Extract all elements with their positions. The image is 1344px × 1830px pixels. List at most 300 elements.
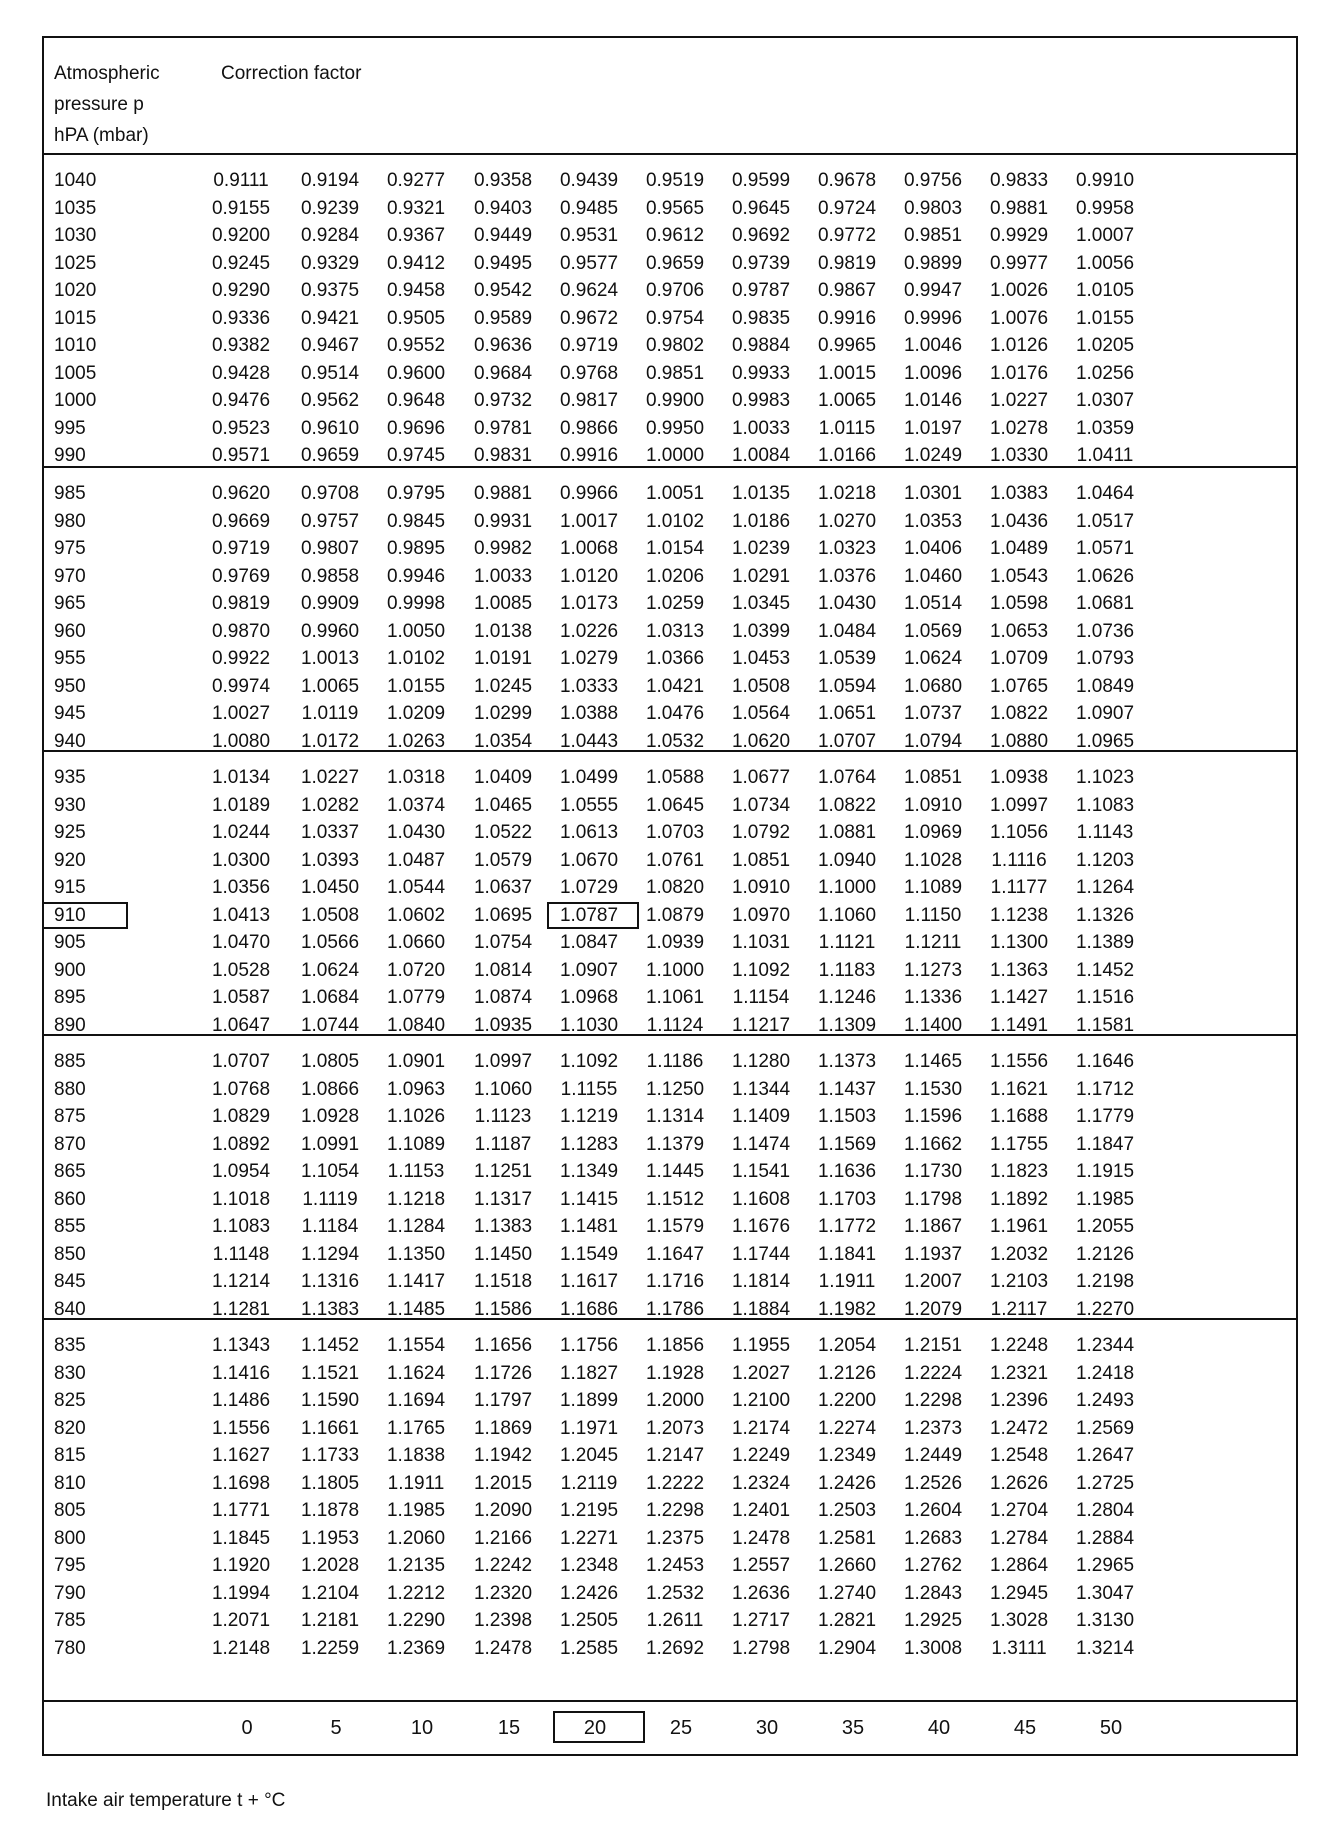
factor-cell: 1.1779	[1075, 1106, 1135, 1127]
factor-cell: 1.0829	[211, 1106, 271, 1127]
factor-cell: 1.1554	[386, 1335, 446, 1356]
factor-cell: 1.1383	[300, 1298, 360, 1320]
factor-cell: 1.0278	[989, 417, 1049, 439]
factor-cell: 1.0436	[989, 510, 1049, 532]
factor-cell: 1.0299	[473, 703, 533, 724]
factor-cell: 1.0569	[903, 620, 963, 642]
selected-pressure-marker	[44, 902, 128, 929]
factor-cell: 1.1656	[473, 1335, 533, 1356]
factor-cell: 1.0514	[903, 593, 963, 614]
factor-cell: 1.1251	[473, 1161, 533, 1182]
factor-cell: 0.9739	[731, 252, 791, 274]
factor-cell: 1.1928	[645, 1362, 705, 1384]
factor-cell: 1.0413	[211, 904, 271, 926]
factor-cell: 0.9933	[731, 362, 791, 384]
factor-cell: 1.0068	[559, 538, 619, 559]
table-row	[44, 590, 1296, 617]
factor-cell: 1.1186	[646, 1051, 704, 1072]
factor-cell: 1.0677	[731, 767, 791, 788]
factor-cell: 1.2604	[903, 1500, 963, 1521]
factor-cell: 1.0056	[1075, 252, 1135, 274]
factor-cell: 1.0484	[817, 620, 877, 642]
table-row	[44, 1076, 1296, 1103]
factor-cell: 1.1521	[300, 1362, 360, 1384]
factor-cell: 1.2321	[989, 1362, 1049, 1384]
factor-cell: 1.0134	[211, 767, 271, 788]
factor-cell: 1.2015	[473, 1472, 533, 1494]
factor-cell: 1.1899	[559, 1390, 619, 1411]
factor-cell: 1.0754	[473, 932, 533, 953]
factor-cell: 1.1219	[559, 1106, 619, 1127]
factor-cell: 1.0226	[559, 620, 619, 642]
factor-cell: 1.0555	[559, 794, 619, 816]
factor-cell: 1.1092	[559, 1051, 619, 1072]
factor-cell: 1.1756	[559, 1335, 619, 1356]
factor-cell: 1.1018	[211, 1188, 271, 1210]
factor-cell: 1.1026	[386, 1106, 446, 1127]
factor-cell: 1.1590	[300, 1390, 360, 1411]
factor-cell: 1.0489	[989, 538, 1049, 559]
table-group	[44, 1036, 1296, 1320]
table-row	[44, 305, 1296, 332]
factor-cell: 1.0532	[645, 730, 705, 752]
factor-cell: 0.9565	[645, 197, 705, 219]
pressure-cell: 905	[54, 932, 86, 953]
factor-cell: 0.9696	[386, 417, 446, 439]
factor-cell: 1.0997	[473, 1051, 533, 1072]
factor-cell: 1.0866	[300, 1078, 360, 1100]
factor-cell: 1.2548	[989, 1445, 1049, 1466]
factor-cell: 1.1154	[732, 987, 790, 1008]
factor-cell: 1.1294	[300, 1243, 360, 1265]
factor-cell: 1.0166	[817, 445, 877, 466]
factor-cell: 1.1838	[386, 1445, 446, 1466]
factor-cell: 0.9552	[386, 335, 446, 356]
factor-cell: 1.1703	[817, 1188, 877, 1210]
factor-cell: 1.2965	[1075, 1555, 1135, 1576]
factor-cell: 1.0680	[903, 675, 963, 697]
factor-cell: 1.2222	[645, 1472, 705, 1494]
factor-cell: 1.0744	[300, 1014, 360, 1036]
factor-cell: 1.0084	[731, 445, 791, 466]
factor-cell: 0.9768	[559, 362, 619, 384]
factor-cell: 1.0928	[300, 1106, 360, 1127]
pressure-cell: 870	[54, 1133, 86, 1155]
factor-cell: 0.9732	[473, 390, 533, 411]
factor-cell: 1.0154	[645, 538, 705, 559]
factor-cell: 1.0033	[731, 417, 791, 439]
factor-cell: 0.9787	[731, 280, 791, 301]
factor-cell: 1.0411	[1076, 445, 1134, 466]
factor-cell: 1.0907	[559, 959, 619, 981]
factor-cell: 1.0613	[559, 822, 619, 843]
factor-cell: 1.1452	[300, 1335, 360, 1356]
factor-cell: 1.0734	[731, 794, 791, 816]
factor-cell: 1.0197	[903, 417, 963, 439]
factor-cell: 1.1119	[302, 1188, 358, 1210]
factor-cell: 1.2585	[559, 1637, 619, 1659]
factor-cell: 1.0703	[645, 822, 705, 843]
table-row	[44, 1241, 1296, 1268]
factor-cell: 1.2375	[645, 1527, 705, 1549]
factor-cell: 1.1023	[1075, 767, 1135, 788]
factor-cell: 1.1092	[731, 959, 791, 981]
pressure-cell: 815	[54, 1445, 86, 1466]
factor-cell: 1.0146	[903, 390, 963, 411]
pressure-cell: 860	[54, 1188, 86, 1210]
factor-cell: 1.0323	[817, 538, 877, 559]
factor-cell: 1.1450	[473, 1243, 533, 1265]
table-row	[44, 508, 1296, 535]
factor-cell: 1.0707	[211, 1051, 271, 1072]
factor-cell: 1.2007	[903, 1271, 963, 1292]
factor-cell: 1.0282	[300, 794, 360, 816]
factor-cell: 1.2692	[645, 1637, 705, 1659]
factor-cell: 1.1309	[817, 1014, 877, 1036]
table-row	[44, 480, 1296, 507]
factor-cell: 1.1765	[386, 1417, 446, 1439]
factor-cell: 1.0880	[989, 730, 1049, 752]
selected-value-marker	[547, 902, 639, 929]
factor-cell: 0.9803	[903, 197, 963, 219]
factor-cell: 1.2349	[817, 1445, 877, 1466]
factor-cell: 1.0543	[989, 565, 1049, 587]
factor-cell: 1.1581	[1075, 1014, 1135, 1036]
factor-cell: 1.1409	[731, 1106, 791, 1127]
factor-cell: 0.9966	[559, 483, 619, 504]
table-row	[44, 1635, 1296, 1662]
factor-cell: 1.2683	[903, 1527, 963, 1549]
factor-cell: 1.1823	[989, 1161, 1049, 1182]
factor-cell: 1.1061	[645, 987, 705, 1008]
factor-cell: 1.2725	[1075, 1472, 1135, 1494]
pressure-cell: 970	[54, 565, 86, 587]
pressure-cell: 900	[54, 959, 86, 981]
pressure-cell: 830	[54, 1362, 86, 1384]
factor-cell: 1.1273	[903, 959, 963, 981]
pressure-header-line: Atmospheric	[54, 63, 160, 84]
factor-cell: 0.9612	[645, 225, 705, 246]
factor-cell: 1.0374	[386, 794, 446, 816]
factor-cell: 0.9439	[559, 170, 619, 191]
factor-cell: 1.0356	[211, 877, 271, 898]
factor-cell: 0.9194	[300, 170, 360, 191]
factor-cell: 1.1530	[903, 1078, 963, 1100]
factor-cell: 1.1000	[645, 959, 705, 981]
factor-cell: 1.1971	[559, 1417, 619, 1439]
factor-cell: 1.1336	[903, 987, 963, 1008]
factor-cell: 1.1676	[731, 1216, 791, 1237]
factor-cell: 0.9329	[300, 252, 360, 274]
factor-cell: 0.9571	[211, 445, 271, 466]
factor-cell: 1.1363	[989, 959, 1049, 981]
factor-cell: 1.2344	[1075, 1335, 1135, 1356]
factor-cell: 1.1083	[211, 1216, 271, 1237]
factor-cell: 1.0907	[1075, 703, 1135, 724]
factor-cell: 1.3130	[1075, 1610, 1135, 1631]
factor-cell: 1.2843	[903, 1582, 963, 1604]
table-row	[44, 535, 1296, 562]
factor-cell: 1.0991	[300, 1133, 360, 1155]
factor-cell: 1.1060	[473, 1078, 533, 1100]
factor-cell: 1.1647	[645, 1243, 705, 1265]
factor-cell: 0.9382	[211, 335, 271, 356]
factor-cell: 0.9870	[211, 620, 271, 642]
table-row	[44, 819, 1296, 846]
factor-cell: 1.1937	[903, 1243, 963, 1265]
factor-cell: 1.1054	[300, 1161, 360, 1182]
factor-cell: 1.1845	[211, 1527, 271, 1549]
factor-cell: 0.9807	[300, 538, 360, 559]
factor-cell: 1.0874	[473, 987, 533, 1008]
factor-cell: 0.9505	[386, 307, 446, 329]
factor-cell: 1.0227	[989, 390, 1049, 411]
factor-cell: 1.0155	[1075, 307, 1135, 329]
pressure-cell: 985	[54, 483, 86, 504]
factor-cell: 1.0620	[731, 730, 791, 752]
factor-cell: 1.0135	[731, 483, 791, 504]
factor-cell: 1.1662	[903, 1133, 963, 1155]
factor-cell: 1.1726	[473, 1362, 533, 1384]
factor-cell: 1.1867	[903, 1216, 963, 1237]
factor-cell: 1.0080	[211, 730, 271, 752]
factor-cell: 1.1350	[386, 1243, 446, 1265]
factor-cell: 1.2478	[731, 1527, 791, 1549]
temperature-cell: 15	[497, 1717, 521, 1739]
factor-cell: 1.2740	[817, 1582, 877, 1604]
table-row	[44, 1470, 1296, 1497]
factor-cell: 1.0598	[989, 593, 1049, 614]
factor-cell: 0.9600	[386, 362, 446, 384]
table-row	[44, 1048, 1296, 1075]
factor-cell: 1.1031	[731, 932, 791, 953]
table-row	[44, 1186, 1296, 1213]
factor-cell: 1.1183	[818, 959, 876, 981]
factor-cell: 1.2148	[211, 1637, 271, 1659]
factor-cell: 1.1284	[386, 1216, 446, 1237]
factor-cell: 1.0720	[386, 959, 446, 981]
factor-cell: 1.1314	[645, 1106, 705, 1127]
factor-cell: 1.1541	[731, 1161, 791, 1182]
factor-cell: 1.2373	[903, 1417, 963, 1439]
factor-cell: 1.0522	[473, 822, 533, 843]
factor-cell: 0.9965	[817, 335, 877, 356]
pressure-cell: 920	[54, 849, 86, 871]
pressure-cell: 990	[54, 445, 86, 466]
factor-cell: 1.0279	[559, 648, 619, 669]
table-group	[44, 752, 1296, 1036]
factor-cell: 1.0050	[386, 620, 446, 642]
factor-cell: 1.0000	[645, 445, 705, 466]
factor-cell: 0.9950	[645, 417, 705, 439]
factor-cell: 1.0476	[645, 703, 705, 724]
factor-cell: 1.0765	[989, 675, 1049, 697]
factor-cell: 1.1744	[731, 1243, 791, 1265]
factor-cell: 1.2103	[989, 1271, 1049, 1292]
factor-cell: 0.9403	[473, 197, 533, 219]
factor-cell: 1.0736	[1075, 620, 1135, 642]
factor-cell: 1.2324	[731, 1472, 791, 1494]
factor-cell: 1.0291	[731, 565, 791, 587]
factor-cell: 1.0096	[903, 362, 963, 384]
factor-cell: 1.0647	[211, 1014, 271, 1036]
pressure-cell: 1005	[54, 362, 97, 384]
factor-cell: 0.9851	[903, 225, 963, 246]
factor-cell: 1.1281	[211, 1298, 271, 1320]
factor-cell: 1.0969	[903, 822, 963, 843]
factor-cell: 0.9960	[300, 620, 360, 642]
factor-cell: 1.1300	[989, 932, 1049, 953]
factor-cell: 1.1214	[211, 1271, 271, 1292]
factor-cell: 1.0681	[1075, 593, 1135, 614]
factor-cell: 1.2135	[386, 1555, 446, 1576]
factor-cell: 1.0051	[645, 483, 705, 504]
pressure-cell: 1035	[54, 197, 97, 219]
table-row	[44, 1387, 1296, 1414]
table-row	[44, 1497, 1296, 1524]
factor-cell: 1.1596	[903, 1106, 963, 1127]
factor-cell: 1.1089	[386, 1133, 446, 1155]
factor-cell: 1.0787	[559, 904, 619, 926]
factor-cell: 0.9277	[386, 170, 446, 191]
factor-cell: 1.1798	[903, 1188, 963, 1210]
factor-cell: 1.0626	[1075, 565, 1135, 587]
factor-cell: 1.0879	[645, 904, 705, 926]
factor-cell: 1.1608	[731, 1188, 791, 1210]
factor-cell: 1.0209	[386, 703, 446, 724]
table-row	[44, 847, 1296, 874]
factor-cell: 1.1184	[301, 1216, 359, 1237]
factor-cell: 0.9519	[645, 170, 705, 191]
factor-cell: 1.1586	[473, 1298, 533, 1320]
factor-cell: 1.1847	[1075, 1133, 1135, 1155]
factor-cell: 0.9375	[300, 280, 360, 301]
factor-cell: 1.2557	[731, 1555, 791, 1576]
table-row	[44, 1158, 1296, 1185]
table-header	[44, 38, 1296, 155]
table-row	[44, 700, 1296, 727]
factor-cell: 1.0359	[1075, 417, 1135, 439]
factor-cell: 1.0793	[1075, 648, 1135, 669]
factor-cell: 1.2762	[903, 1555, 963, 1576]
factor-cell: 1.1238	[989, 904, 1049, 926]
temperature-cell: 10	[410, 1717, 434, 1739]
factor-cell: 1.0046	[903, 335, 963, 356]
factor-cell: 1.1518	[473, 1271, 533, 1292]
pressure-cell: 945	[54, 703, 86, 724]
factor-cell: 0.9358	[473, 170, 533, 191]
factor-cell: 1.1985	[386, 1500, 446, 1521]
correction-factor-table	[42, 36, 1298, 1756]
factor-cell: 0.9931	[473, 510, 533, 532]
factor-cell: 1.1617	[559, 1271, 619, 1292]
factor-cell: 0.9200	[211, 225, 271, 246]
factor-cell: 1.0239	[731, 538, 791, 559]
factor-cell: 1.0508	[731, 675, 791, 697]
factor-cell: 1.1712	[1075, 1078, 1135, 1100]
factor-cell: 1.2904	[817, 1637, 877, 1659]
factor-cell: 1.1060	[817, 904, 877, 926]
factor-cell: 0.9795	[386, 483, 446, 504]
factor-cell: 1.1730	[903, 1161, 963, 1182]
factor-cell: 0.9678	[817, 170, 877, 191]
factor-cell: 1.2426	[559, 1582, 619, 1604]
factor-cell: 1.2426	[817, 1472, 877, 1494]
table-row	[44, 1552, 1296, 1579]
pressure-cell: 795	[54, 1555, 86, 1576]
factor-cell: 1.0115	[818, 417, 876, 439]
factor-cell: 1.1869	[473, 1417, 533, 1439]
factor-cell: 1.0218	[817, 483, 877, 504]
table-row	[44, 645, 1296, 672]
factor-cell: 1.0464	[1075, 483, 1135, 504]
factor-cell: 1.1771	[211, 1500, 271, 1521]
factor-cell: 1.2348	[559, 1555, 619, 1576]
factor-cell: 1.1280	[731, 1051, 791, 1072]
factor-cell: 1.1437	[817, 1078, 877, 1100]
pressure-cell: 1010	[54, 335, 97, 356]
factor-cell: 1.2717	[731, 1610, 791, 1631]
factor-cell: 1.1083	[1075, 794, 1135, 816]
factor-cell: 1.2270	[1075, 1298, 1135, 1320]
table-row	[44, 1103, 1296, 1130]
factor-cell: 1.2660	[817, 1555, 877, 1576]
factor-cell: 1.0822	[989, 703, 1049, 724]
factor-cell: 1.0256	[1075, 362, 1135, 384]
factor-cell: 1.0366	[645, 648, 705, 669]
pressure-cell: 850	[54, 1243, 86, 1265]
factor-cell: 0.9958	[1075, 197, 1135, 219]
factor-cell: 1.1465	[903, 1051, 963, 1072]
factor-cell: 1.0794	[903, 730, 963, 752]
factor-cell: 1.1805	[300, 1472, 360, 1494]
factor-cell: 1.1994	[211, 1582, 271, 1604]
factor-cell: 1.0126	[989, 335, 1049, 356]
factor-cell: 1.1621	[989, 1078, 1049, 1100]
factor-cell: 1.2248	[989, 1335, 1049, 1356]
temperature-cell: 25	[669, 1717, 693, 1739]
factor-cell: 1.0406	[903, 538, 963, 559]
factor-cell: 1.0026	[989, 280, 1049, 301]
factor-cell: 0.9648	[386, 390, 446, 411]
factor-cell: 1.2249	[731, 1445, 791, 1466]
table-row	[44, 929, 1296, 956]
factor-cell: 1.0588	[645, 767, 705, 788]
factor-cell: 1.0670	[559, 849, 619, 871]
factor-cell: 0.9321	[386, 197, 446, 219]
factor-cell: 1.0249	[903, 445, 963, 466]
factor-cell: 1.0997	[989, 794, 1049, 816]
table-row	[44, 1580, 1296, 1607]
factor-cell: 1.1246	[817, 987, 877, 1008]
factor-cell: 0.9514	[300, 362, 360, 384]
factor-cell: 1.0539	[817, 648, 877, 669]
factor-cell: 1.2396	[989, 1390, 1049, 1411]
pressure-cell: 965	[54, 593, 86, 614]
factor-cell: 1.1283	[559, 1133, 619, 1155]
factor-cell: 1.1827	[559, 1362, 619, 1384]
factor-cell: 1.2126	[1075, 1243, 1135, 1265]
table-row	[44, 673, 1296, 700]
pressure-cell: 950	[54, 675, 86, 697]
table-row	[44, 415, 1296, 442]
factor-cell: 0.9290	[211, 280, 271, 301]
factor-cell: 1.2581	[817, 1527, 877, 1549]
factor-cell: 1.2000	[645, 1390, 705, 1411]
factor-cell: 1.0033	[473, 565, 533, 587]
factor-cell: 1.1445	[645, 1161, 705, 1182]
factor-cell: 0.9412	[386, 252, 446, 274]
